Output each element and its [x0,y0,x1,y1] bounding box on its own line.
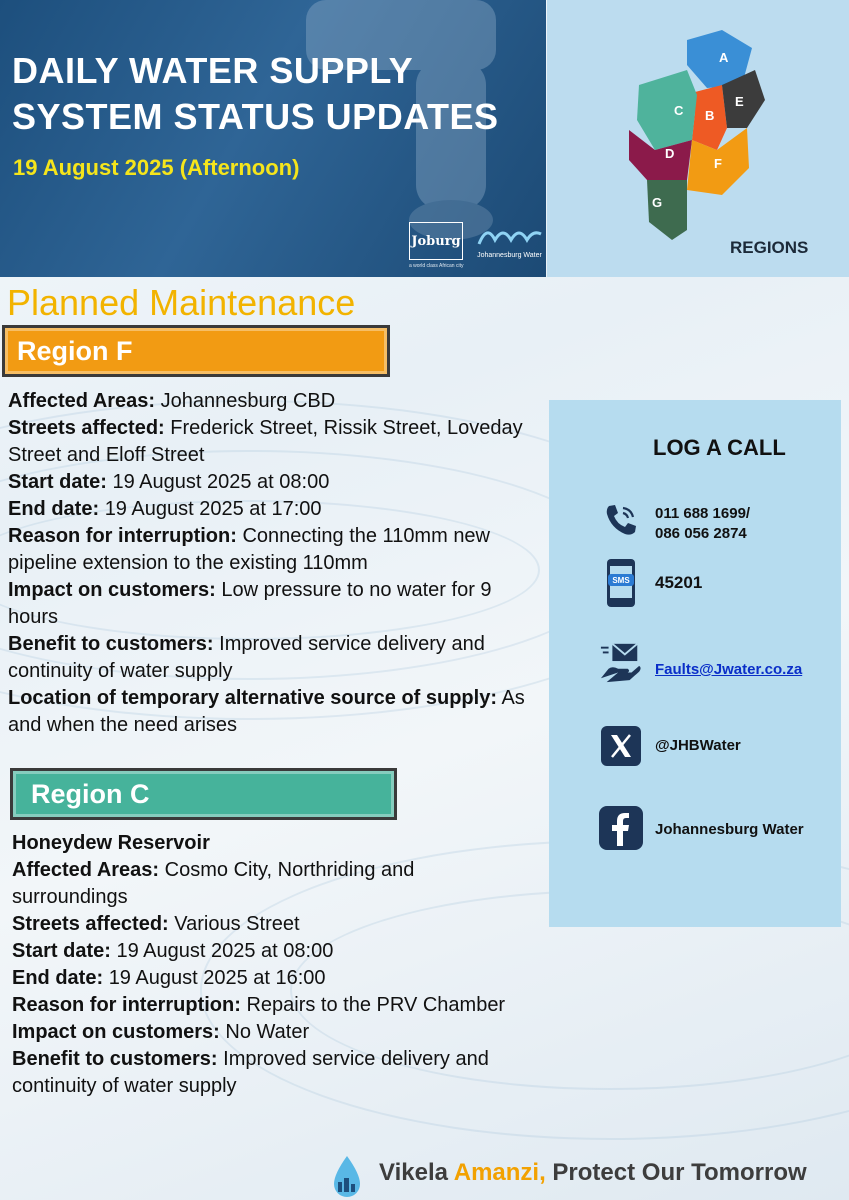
streets-affected: Streets affected: Frederick Street, Rissik Street, Loveday Street and Eloff Street [8,417,523,466]
reason: Reason for interruption: Connecting the 110mm new pipeline extension to the existing 110mm [8,525,491,574]
section-title: Planned Maintenance [7,282,356,323]
facebook-name[interactable]: Johannesburg Water [655,821,804,838]
region-c-banner: Region C [10,768,397,820]
end-date: End date: 19 August 2025 at 16:00 [12,967,326,989]
slogan-text: Vikela Amanzi, Protect Our Tomorrow [379,1159,807,1186]
region-c-letter: C [674,103,684,118]
end-date: End date: 19 August 2025 at 17:00 [8,498,322,520]
email-link[interactable]: Faults@Jwater.co.za [655,661,803,678]
email-hand-icon [599,640,643,684]
region-c-details [12,830,532,1100]
log-a-call-title: LOG A CALL [653,435,786,460]
header-banner [0,0,546,277]
facility: Honeydew Reservoir [12,832,210,854]
start-date: Start date: 19 August 2025 at 08:00 [8,471,330,493]
footer-slogan [330,1154,807,1198]
region-f-details [8,388,528,739]
x-twitter-icon[interactable] [599,724,643,768]
email-row [599,640,803,684]
x-row [599,724,741,768]
sms-row [599,557,703,609]
phone-row [599,498,751,542]
affected-areas: Affected Areas: Cosmo City, Northriding and surroundings [12,859,415,908]
region-b-letter: B [705,108,715,123]
sms-phone-icon [599,557,643,609]
johannesburg-water-logo: Johannesburg Water [473,222,545,260]
alternative-location: Location of temporary alternative source of supply: As and when the need arises [8,687,525,736]
impact: Impact on customers: No Water [12,1021,310,1043]
region-e-letter: E [735,94,744,109]
x-handle[interactable]: @JHBWater [655,737,741,754]
facebook-row [599,806,804,850]
benefit: Benefit to customers: Improved service delivery and continuity of water supply [8,633,485,682]
phone-numbers[interactable]: 011 688 1699/ 086 056 2874 [655,505,751,542]
regions-label: REGIONS [730,238,809,257]
start-date: Start date: 19 August 2025 at 08:00 [12,940,334,962]
benefit: Benefit to customers: Improved service delivery and continuity of water supply [12,1048,489,1097]
streets-affected: Streets affected: Various Street [12,913,300,935]
regions-map-panel [547,0,849,277]
jw-wave-icon [473,222,545,250]
logos [409,222,545,269]
sms-number[interactable]: 45201 [655,573,703,592]
region-a-letter: A [719,50,729,65]
regions-map [547,0,849,277]
region-f-letter: F [714,156,722,171]
region-g-letter: G [652,195,663,210]
facebook-icon[interactable] [599,806,643,850]
affected-areas: Affected Areas: Johannesburg CBD [8,390,336,412]
page-title: DAILY WATER SUPPLY SYSTEM STATUS UPDATES [12,50,499,137]
region-f-banner: Region F [2,325,390,377]
phone-icon [599,498,643,542]
update-date: 19 August 2025 (Afternoon) [13,155,300,180]
water-drop-city-icon [330,1154,364,1198]
log-a-call-panel [549,400,841,927]
region-d-letter: D [665,146,675,161]
impact: Impact on customers: Low pressure to no water for 9 hours [8,579,492,628]
reason: Reason for interruption: Repairs to the PRV Chamber [12,994,506,1016]
joburg-logo: Joburg a world class African city [409,222,463,269]
svg-text:SMS: SMS [612,576,630,585]
